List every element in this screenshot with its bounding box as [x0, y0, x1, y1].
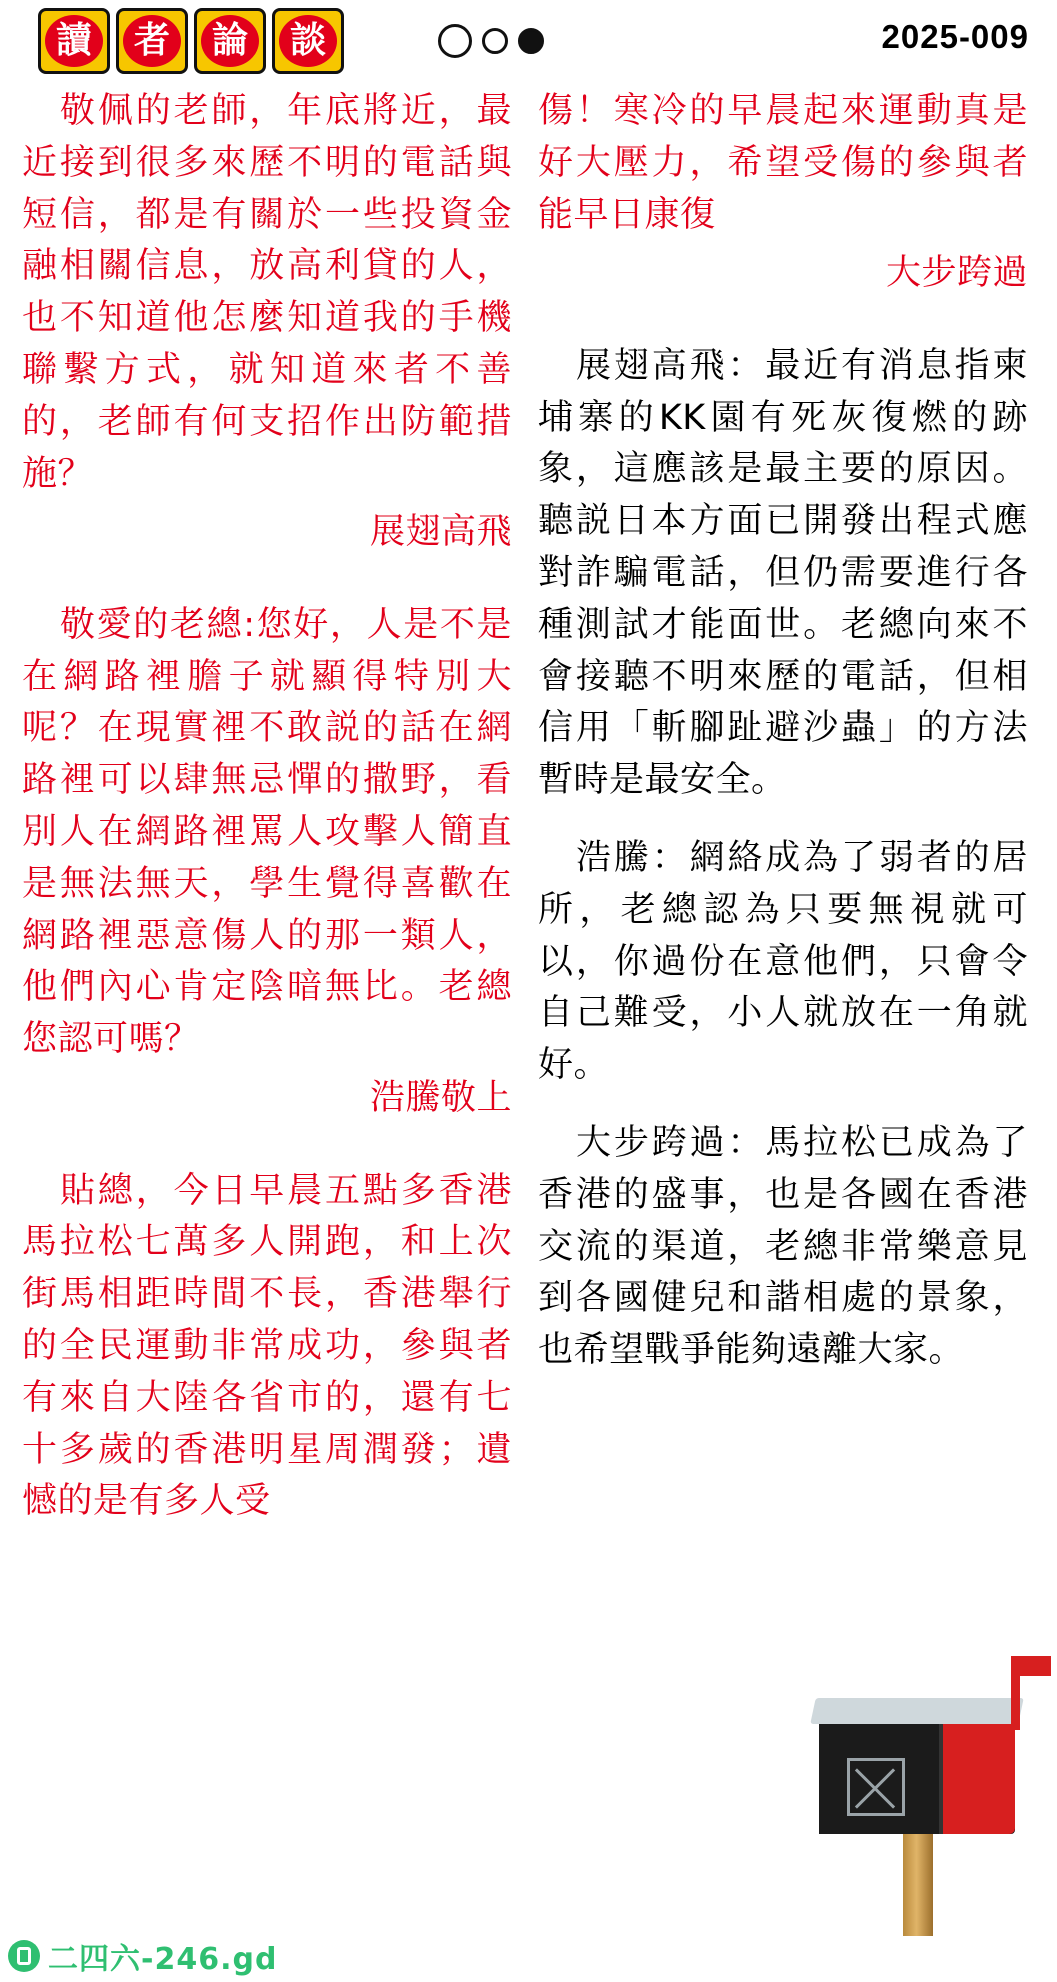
letter-1-paragraph: 敬佩的老師，年底將近，最近接到很多來歷不明的電話與短信，都是有關於一些投資金融相關信息，放高利貸的人，也不知道他怎麼知道我的手機聯繫方式，就知道來者不善的，老師有何支招作出防範措施？ [22, 91, 512, 494]
paragraph-spacer [538, 323, 1028, 341]
letter-3-continuation-paragraph: 傷！寒冷的早晨起來運動真是好大壓力，希望受傷的參與者能早日康復 [538, 91, 1028, 235]
paragraph-spacer [22, 582, 512, 600]
mailbox-roof [810, 1698, 1024, 1724]
masthead-char-3 [194, 8, 266, 74]
issue-number: 2025-009 [881, 18, 1029, 55]
left-column [22, 86, 512, 1946]
paragraph-spacer [22, 1148, 512, 1166]
circle-filled-small-icon [518, 28, 544, 54]
masthead-char-2 [116, 8, 188, 74]
masthead-char-2-label: 者 [123, 15, 181, 67]
mailbox-flag-icon [1011, 1656, 1051, 1676]
letter-3-signature: 大步跨過 [885, 253, 1028, 294]
mailbox-red-section [933, 1716, 1015, 1834]
header-dot-decoration [438, 24, 544, 58]
watermark-text: 二四六-246.gd [48, 1942, 278, 1977]
reply-3-paragraph: 大步跨過：馬拉松已成為了香港的盛事，也是各國在香港交流的渠道，老總非常樂意見到各國健兒和諧相處的景象，也希望戰爭能夠遠離大家。 [538, 1123, 1028, 1371]
circle-outline-large-icon [438, 24, 472, 58]
reply-1-paragraph: 展翅高飛：最近有消息指柬埔寨的KK園有死灰復燃的跡象，這應該是最主要的原因。聽説日本方面已開發出程式應對詐騙電話，但仍需要進行各種測試才能面世。老總向來不會接聽不明來歷的電話，但相信用「斬腳趾避沙蟲」的方法暫時是最安全。 [538, 345, 1028, 801]
masthead-char-4 [272, 8, 344, 74]
letter-1-signature: 展翅高飛 [369, 512, 512, 553]
masthead-char-1-label: 讀 [45, 15, 103, 67]
masthead-char-3-label: 論 [201, 15, 259, 67]
masthead-title [38, 8, 344, 74]
watermark-logo-icon [8, 1940, 40, 1972]
mailbox-illustration [807, 1662, 1057, 1962]
page-footer [0, 1936, 1057, 1982]
circle-outline-small-icon [482, 28, 508, 54]
masthead-char-4-label: 談 [279, 15, 337, 67]
reply-2-paragraph: 浩騰：網絡成為了弱者的居所，老總認為只要無視就可以，你過份在意他們，只會令自己難受，小人就放在一角就好。 [538, 838, 1028, 1086]
letter-2-signature: 浩騰敬上 [369, 1078, 512, 1119]
masthead-char-1 [38, 8, 110, 74]
letter-3-paragraph: 貼總，今日早晨五點多香港馬拉松七萬多人開跑，和上次街馬相距時間不長，香港舉行的全民運動非常成功，參與者有來自大陸各省市的，還有七十多歲的香港明星周潤發；遺憾的是有多人受 [22, 1170, 512, 1522]
page-header [0, 0, 1057, 82]
watermark [8, 1934, 277, 1978]
letter-2-paragraph: 敬愛的老總:您好，人是不是在網路裡膽子就顯得特別大呢？在現實裡不敢説的話在網路裡可以肆無忌憚的撒野，看別人在網路裡罵人攻擊人簡直是無法無天，學生覺得喜歡在網路裡惡意傷人的那一類人，他們內心肯定陰暗無比。老總您認可嗎？ [22, 604, 512, 1060]
mailbox-door-icon [847, 1758, 905, 1816]
